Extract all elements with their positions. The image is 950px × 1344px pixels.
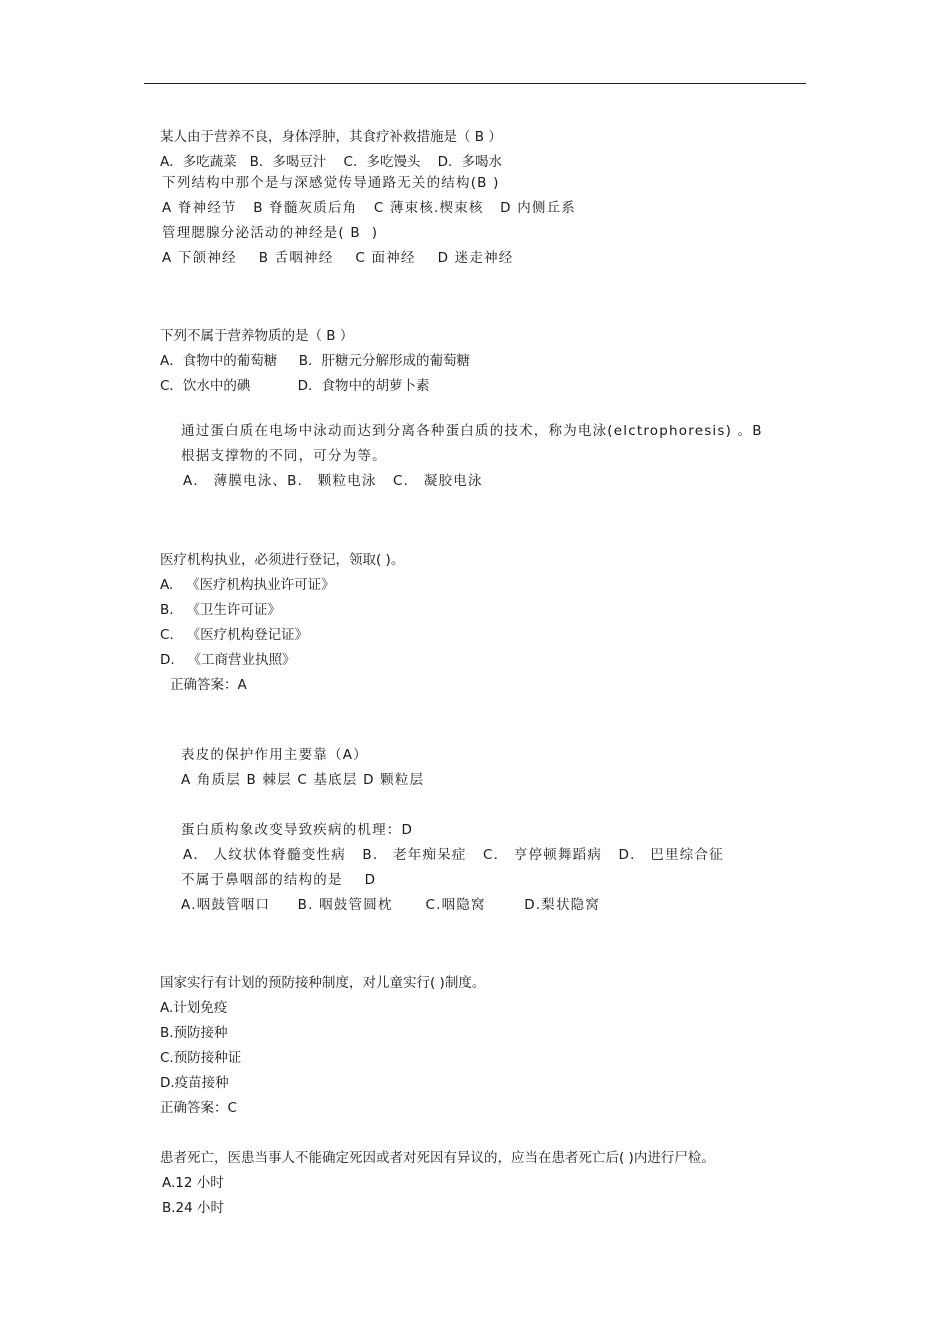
option-autopsy-b: B.24 小时 [162,1200,225,1216]
question-nutrient: 下列不属于营养物质的是（ B ） [160,328,354,344]
option-vaccination-a: A.计划免疫 [160,1000,228,1016]
options-protein-conformation: A． 人纹状体脊髓变性病 B． 老年痴呆症 C． 亨停顿舞蹈病 D． 巴里综合征 [183,847,724,863]
header-rule [144,83,806,84]
option-autopsy-a: A.12 小时 [162,1175,224,1191]
options-nasopharynx: A.咽鼓管咽口 B. 咽鼓管圆枕 C.咽隐窝 D.梨状隐窝 [181,897,601,913]
question-autopsy: 患者死亡，医患当事人不能确定死因或者对死因有异议的，应当在患者死亡后( )内进行尸检。 [160,1150,715,1166]
options-electrophoresis: A． 薄膜电泳、B． 颗粒电泳 C． 凝胶电泳 [183,473,483,489]
question-license: 医疗机构执业，必须进行登记，领取( )。 [160,552,405,568]
question-deep-sensation: 下列结构中那个是与深感觉传导通路无关的结构(B ) [162,175,500,191]
question-electrophoresis-cont: 根据支撑物的不同，可分为等。 [181,448,387,464]
question-protein-conformation: 蛋白质构象改变导致疾病的机理：D [181,822,414,838]
answer-vaccination: 正确答案：C [160,1100,237,1116]
option-license-a: A. 《医疗机构执业许可证》 [160,577,335,593]
option-vaccination-b: B.预防接种 [160,1025,228,1041]
question-parotid: 管理腮腺分泌活动的神经是( B ) [162,225,379,241]
options-deep-sensation: A 脊神经节 B 脊髓灰质后角 C 薄束核.楔束核 D 内侧丘系 [162,200,576,216]
question-nasopharynx: 不属于鼻咽部的结构的是 D [181,872,377,888]
question-nutrition: 某人由于营养不良，身体浮肿，其食疗补救措施是（ B ） [160,129,502,145]
option-license-b: B. 《卫生许可证》 [160,602,281,618]
options-nutrition: A．多吃蔬菜 B．多喝豆汁 C．多吃馒头 D．多喝水 [160,154,503,170]
options-nutrient-1: A．食物中的葡萄糖 B．肝糖元分解形成的葡萄糖 [160,353,470,369]
options-nutrient-2: C．饮水中的碘 D．食物中的胡萝卜素 [160,378,430,394]
options-epidermis: A 角质层 B 棘层 C 基底层 D 颗粒层 [181,772,425,788]
option-vaccination-c: C.预防接种证 [160,1050,242,1066]
option-vaccination-d: D.疫苗接种 [160,1075,229,1091]
option-license-d: D. 《工商营业执照》 [160,652,296,668]
question-vaccination: 国家实行有计划的预防接种制度，对儿童实行( )制度。 [160,975,486,991]
option-license-c: C. 《医疗机构登记证》 [160,627,309,643]
options-parotid: A 下颌神经 B 舌咽神经 C 面神经 D 迷走神经 [162,250,514,266]
question-electrophoresis: 通过蛋白质在电场中泳动而达到分离各种蛋白质的技术，称为电泳(elctrophoresis) 。B [181,423,763,439]
answer-license: 正确答案：A [170,677,247,693]
question-epidermis: 表皮的保护作用主要靠（A） [181,747,368,763]
